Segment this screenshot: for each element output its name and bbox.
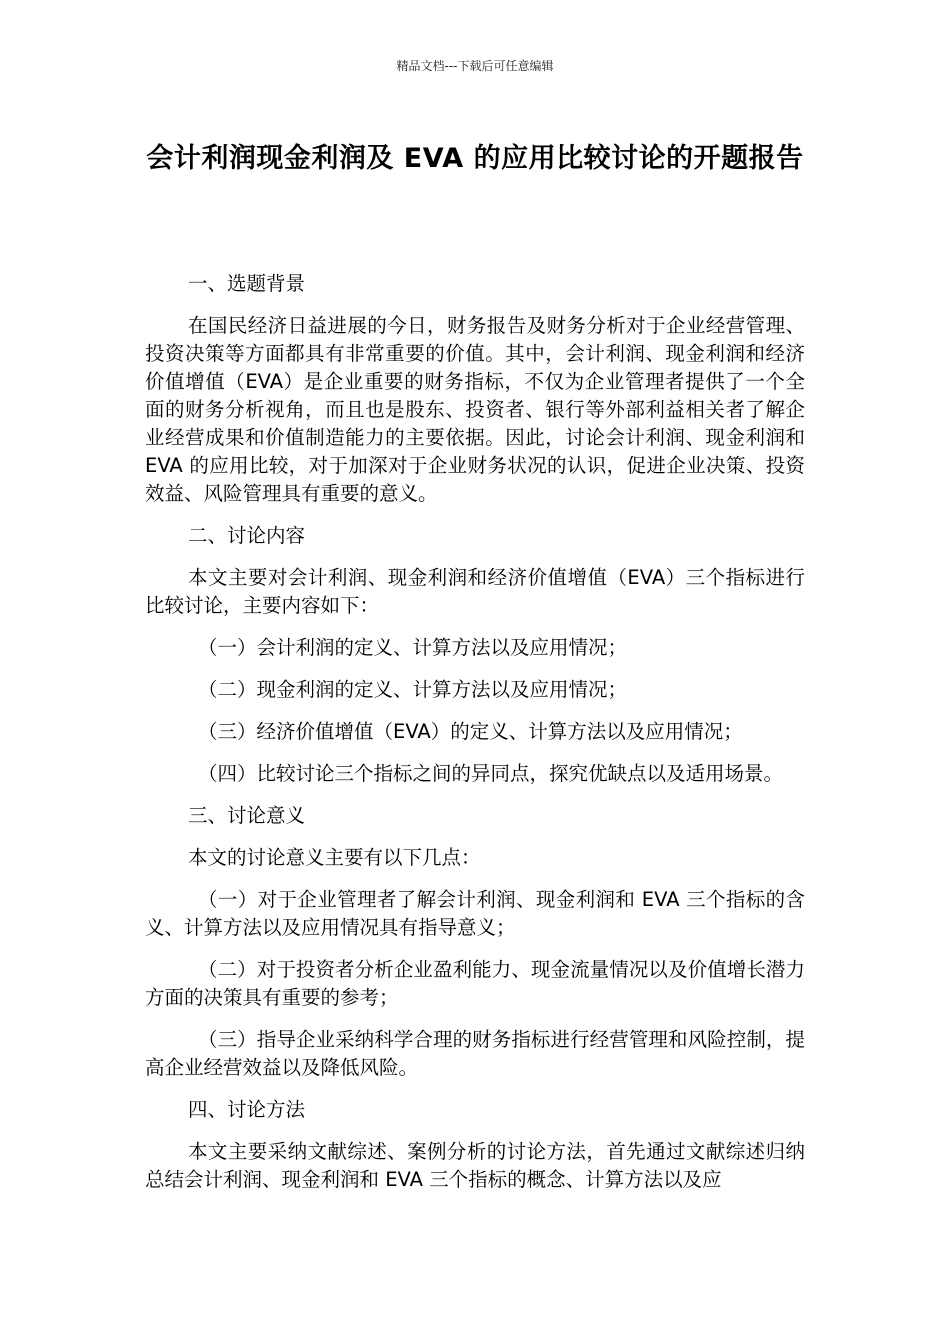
significance-item: （二）对于投资者分析企业盈利能力、现金流量情况以及价值增长潜力方面的决策具有重要的参考； — [145, 958, 805, 1009]
section-heading-significance: 三、讨论意义 — [188, 804, 306, 827]
content-item: （一）会计利润的定义、计算方法以及应用情况； — [198, 636, 628, 659]
section-heading-method: 四、讨论方法 — [188, 1098, 306, 1121]
significance-paragraph: 本文的讨论意义主要有以下几点： — [188, 846, 481, 869]
section-heading-background: 一、选题背景 — [188, 272, 306, 295]
document-title: 会计利润现金利润及 EVA 的应用比较讨论的开题报告 — [146, 143, 804, 174]
section-heading-content: 二、讨论内容 — [188, 524, 306, 547]
header-note: 精品文档---下载后可任意编辑 — [396, 59, 554, 73]
document-body — [145, 270, 805, 1208]
content-item: （三）经济价值增值（EVA）的定义、计算方法以及应用情况； — [198, 720, 743, 743]
significance-item: （一）对于企业管理者了解会计利润、现金利润和 EVA 三个指标的含义、计算方法以及应用情况具有指导意义； — [145, 888, 805, 939]
content-item: （四）比较讨论三个指标之间的异同点，探究优缺点以及适用场景。 — [198, 762, 784, 785]
background-paragraph: 在国民经济日益进展的今日，财务报告及财务分析对于企业经营管理、投资决策等方面都具有非常重要的价值。其中，会计利润、现金利润和经济价值增值（EVA）是企业重要的财务指标，不仅为企业管理者提供了一个全面的财务分析视角，而且也是股东、投资者、银行等外部利益相关者了解企业经营成果和价值制造能力的主要依据。因此，讨论会计利润、现金利润和 EVA 的应用比较，对于加深对于企业财务状况的认识，促进企业决策、投资效益、风险管理具有重要的意义。 — [145, 314, 805, 505]
significance-item: （三）指导企业采纳科学合理的财务指标进行经营管理和风险控制，提高企业经营效益以及降低风险。 — [145, 1028, 805, 1079]
method-paragraph: 本文主要采纳文献综述、案例分析的讨论方法，首先通过文献综述归纳总结会计利润、现金利润和 EVA 三个指标的概念、计算方法以及应 — [145, 1140, 805, 1191]
content-paragraph: 本文主要对会计利润、现金利润和经济价值增值（EVA）三个指标进行比较讨论，主要内容如下： — [145, 566, 805, 617]
content-item: （二）现金利润的定义、计算方法以及应用情况； — [198, 678, 628, 701]
